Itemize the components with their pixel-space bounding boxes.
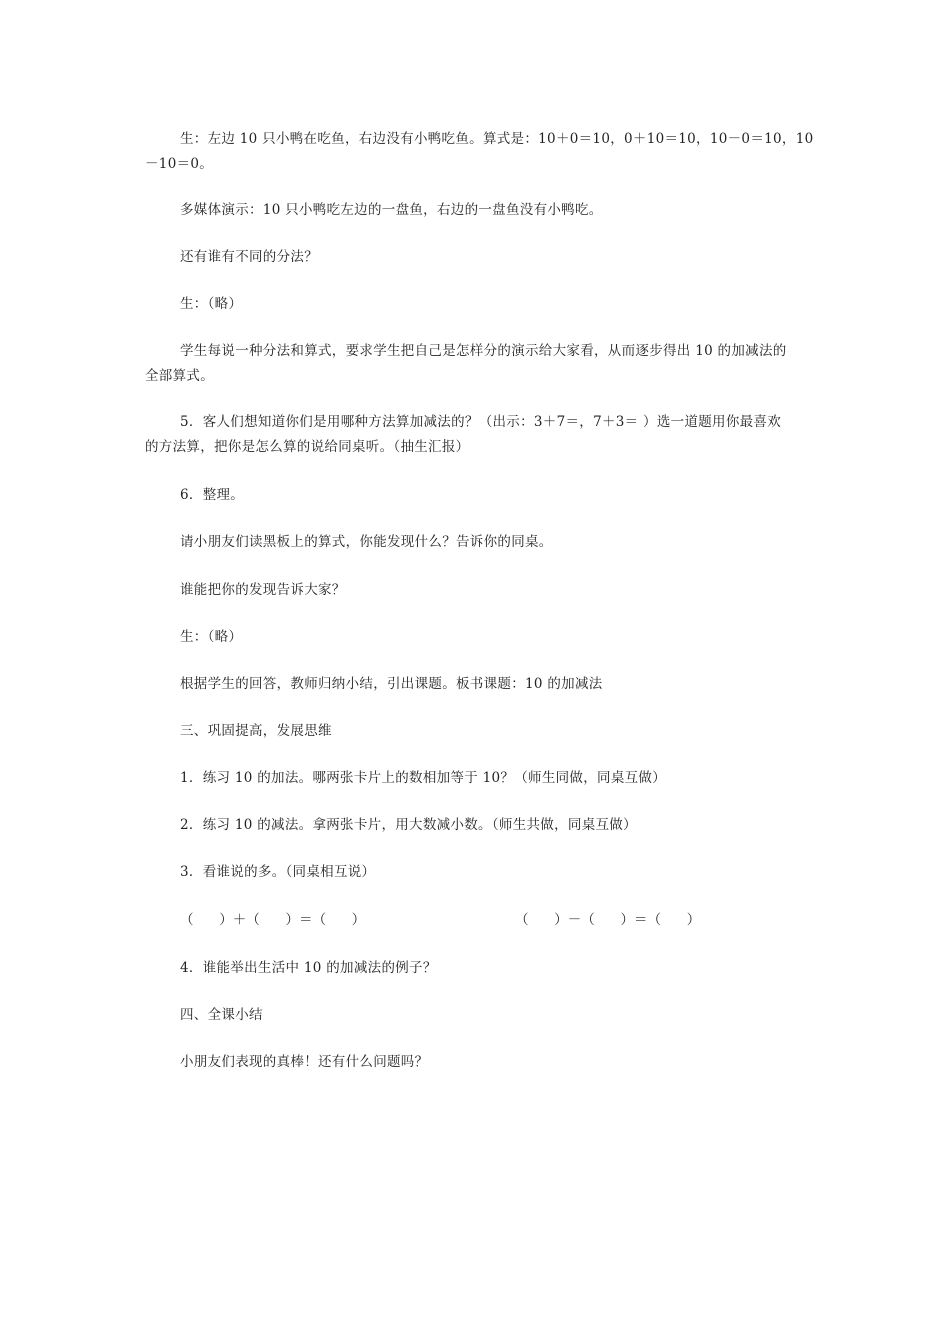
section-heading-3: [145, 719, 805, 744]
paragraph-line: 三、巩固提高，发展思维: [180, 723, 332, 739]
paragraph-line: 2．练习 10 的减法。拿两张卡片，用大数减小数。（师生共做，同桌互做）: [180, 817, 637, 833]
paragraph-exercise-3: [145, 860, 805, 885]
paragraph-exercise-1: [145, 766, 805, 791]
paragraph-tell-everyone: [145, 578, 805, 603]
paragraph-line: 5．客人们想知道你们是用哪种方法算加减法的？（出示：3＋7＝，7＋3＝ ）选一道题用你最喜欢: [180, 414, 782, 430]
paragraph-line: 多媒体演示：10 只小鸭吃左边的一盘鱼，右边的一盘鱼没有小鸭吃。: [180, 202, 603, 218]
paragraph-line: 的方法算，把你是怎么算的说给同桌听。（抽生汇报）: [145, 439, 470, 455]
paragraph-line: 根据学生的回答，教师归纳小结，引出课题。板书课题：10 的加减法: [180, 676, 603, 692]
paragraph-line: 3．看谁说的多。（同桌相互说）: [180, 864, 376, 880]
paragraph-line: 4．谁能举出生活中 10 的加减法的例子？: [180, 960, 437, 976]
paragraph-read-board: [145, 530, 805, 555]
paragraph-line: 全部算式。: [145, 368, 214, 384]
paragraph-line: 生：左边 10 只小鸭在吃鱼，右边没有小鸭吃鱼。算式是：10＋0＝10，0＋10＝10，10－0＝10，10: [180, 131, 814, 147]
paragraph-exercise-2: [145, 813, 805, 838]
paragraph-line: 四、全课小结: [180, 1007, 263, 1023]
paragraph-multimedia-demo: [145, 198, 805, 223]
paragraph-student-omitted-2: [145, 625, 805, 650]
paragraph-exercise-4: [145, 956, 805, 981]
paragraph-line: 请小朋友们读黑板上的算式，你能发现什么？告诉你的同桌。: [180, 534, 553, 550]
paragraph-student-demo: [145, 339, 805, 389]
subtraction-blank-equation: （ ）－（ ）＝（ ）: [515, 912, 701, 928]
paragraph-line: －10＝0。: [145, 156, 214, 172]
paragraph-line: 学生每说一种分法和算式，要求学生把自己是怎样分的演示给大家看，从而逐步得出 10 的加减法的: [180, 343, 787, 359]
paragraph-item-5: [145, 410, 805, 460]
paragraph-line: 小朋友们表现的真棒！还有什么问题吗？: [180, 1054, 429, 1070]
paragraph-line: 1．练习 10 的加法。哪两张卡片上的数相加等于 10？（师生同做，同桌互做）: [180, 770, 667, 786]
paragraph-student-omitted: [145, 292, 805, 317]
paragraph-line: 6．整理。: [180, 487, 245, 503]
paragraph-line: 生：（略）: [180, 629, 243, 645]
addition-blank-equation: （ ）＋（ ）＝（ ）: [180, 912, 366, 928]
paragraph-line: 谁能把你的发现告诉大家？: [180, 582, 346, 598]
section-heading-4: [145, 1003, 805, 1028]
paragraph-item-6: [145, 483, 805, 508]
paragraph-line: 还有谁有不同的分法？: [180, 249, 318, 265]
paragraph-student-answer-equations: [145, 127, 814, 177]
paragraph-summary-title: [145, 672, 805, 697]
paragraph-line: 生：（略）: [180, 296, 243, 312]
paragraph-closing: [145, 1050, 805, 1075]
paragraph-other-methods: [145, 245, 805, 270]
